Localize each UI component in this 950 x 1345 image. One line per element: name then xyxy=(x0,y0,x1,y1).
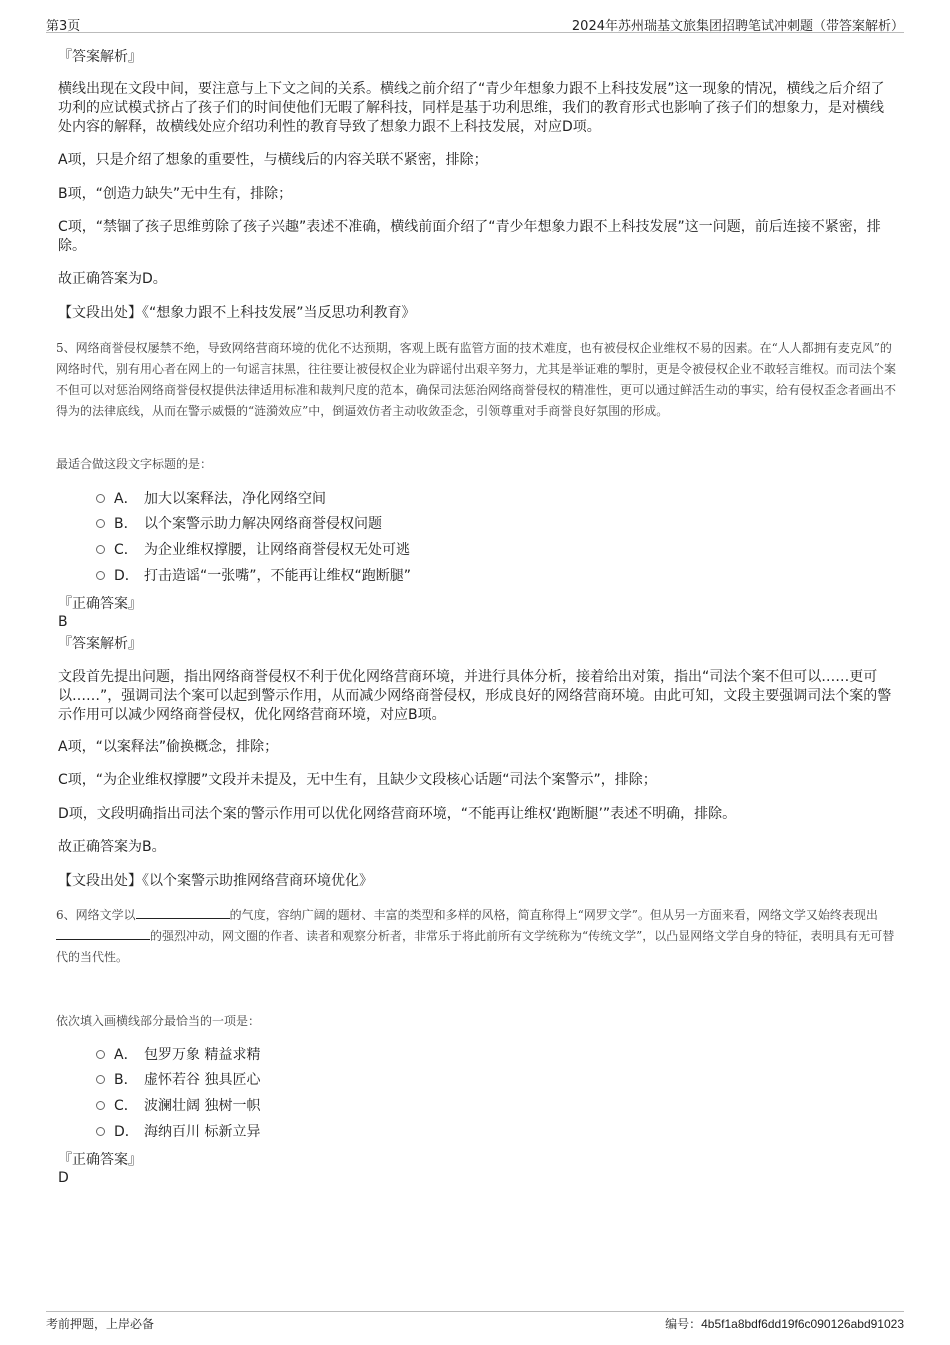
option-letter: A． xyxy=(114,491,138,507)
option-text: 海纳百川 标新立异 xyxy=(144,1124,261,1140)
radio-icon[interactable] xyxy=(96,1127,105,1136)
fill-blank-1 xyxy=(136,906,230,919)
option-text: 打击造谣“一张嘴”，不能再让维权“跑断腿” xyxy=(144,568,412,584)
question-5-option-c[interactable] xyxy=(96,539,410,559)
stem-part: 的气度，容纳广阔的题材、丰富的类型和多样的风格，简直称得上“网罗文学”。但从另一方面来看，网络文学又始终表现出 xyxy=(229,908,878,922)
radio-icon[interactable] xyxy=(96,519,105,528)
analysis-point-a: A项，“以案释法”偷换概念，排除； xyxy=(58,739,279,755)
document-title: 2024年苏州瑞基文旅集团招聘笔试冲刺题（带答案解析） xyxy=(571,19,904,34)
analysis-conclusion: 故正确答案为B。 xyxy=(58,839,166,855)
analysis-point-d: D项，文段明确指出司法个案的警示作用可以优化网络营商环境，“不能再让维权‘跑断腿’”表述不明确，排除。 xyxy=(58,806,737,822)
source-citation: 【文段出处】《以个案警示助推网络营商环境优化》 xyxy=(58,873,373,889)
footer-slogan: 考前押题，上岸必备 xyxy=(46,1317,155,1331)
option-letter: D． xyxy=(114,1124,139,1140)
question-6-option-a[interactable] xyxy=(96,1044,260,1064)
question-6-option-d[interactable] xyxy=(96,1121,260,1141)
source-citation: 【文段出处】《“想象力跟不上科技发展”当反思功利教育》 xyxy=(58,305,416,321)
analysis-label: 『答案解析』 xyxy=(58,49,142,65)
radio-icon[interactable] xyxy=(96,545,105,554)
option-text: 为企业维权撑腰，让网络商誉侵权无处可逃 xyxy=(144,542,410,558)
option-letter: C． xyxy=(114,542,138,558)
analysis-conclusion: 故正确答案为D。 xyxy=(58,271,167,287)
analysis-text: 横线出现在文段中间，要注意与上下文之间的关系。横线之前介绍了“青少年想象力跟不上科技发展”这一现象的情况，横线之后介绍了功利的应试模式挤占了孩子们的时间使他们无暇了解科技，同样是基于功利思维，我们的教育形式也影响了孩子们的想象力，是对横线处内容的解释，故横线处应介绍功利性的教育导致了想象力跟不上科技发展，对应D项。 xyxy=(58,81,885,135)
analysis-point-c: C项，“为企业维权撑腰”文段并未提及，无中生有，且缺少文段核心话题“司法个案警示”，排除； xyxy=(58,772,657,788)
option-text: 加大以案释法，净化网络空间 xyxy=(144,491,326,507)
correct-answer: D xyxy=(58,1170,69,1186)
question-6-prompt: 依次填入画横线部分最恰当的一项是： xyxy=(56,1014,261,1028)
fill-blank-2 xyxy=(56,927,150,940)
option-letter: B． xyxy=(114,516,138,532)
analysis-point-a: A项，只是介绍了想象的重要性，与横线后的内容关联不紧密，排除； xyxy=(58,152,488,168)
question-6-stem xyxy=(56,905,898,968)
option-letter: C． xyxy=(114,1098,138,1114)
document-id: 编号：4b5f1a8bdf6dd19f6c090126abd91023 xyxy=(665,1317,904,1331)
question-6-option-b[interactable] xyxy=(96,1069,260,1089)
footer-divider xyxy=(46,1311,904,1312)
option-letter: A． xyxy=(114,1047,138,1063)
header-divider xyxy=(46,32,904,33)
option-text: 以个案警示助力解决网络商誉侵权问题 xyxy=(144,516,382,532)
question-5-stem: 5、网络商誉侵权屡禁不绝，导致网络营商环境的优化不达预期，客观上既有监管方面的技术难度，也有被侵权企业维权不易的因素。在“人人都拥有麦克风”的网络时代，别有用心者在网上的一句谣言抹黑，往往要让被侵权企业为辟谣付出艰辛努力，尤其是举证难的掣肘，更是令被侵权企业不敢轻言维权。而司法个案不但可以对惩治网络商誉侵权提供法律适用标准和裁判尺度的范本，确保司法惩治网络商誉侵权的精准性，更可以通过鲜活生动的事实，给有侵权歪念者画出不得为的法律底线，从而在警示威慑的“涟漪效应”中，倒逼效仿者主动收敛歪念，引领尊重对手商誉良好氛围的形成。 xyxy=(56,341,897,418)
stem-part: 6、网络文学以 xyxy=(56,908,136,922)
radio-icon[interactable] xyxy=(96,1050,105,1059)
question-5-option-d[interactable] xyxy=(96,565,411,585)
correct-answer-label: 『正确答案』 xyxy=(58,1152,142,1168)
radio-icon[interactable] xyxy=(96,494,105,503)
question-5-prompt: 最适合做这段文字标题的是： xyxy=(56,457,213,471)
analysis-point-b: B项，“创造力缺失”无中生有，排除； xyxy=(58,186,293,202)
option-letter: B． xyxy=(114,1072,138,1088)
correct-answer: B xyxy=(58,614,68,630)
question-6-option-c[interactable] xyxy=(96,1095,260,1115)
page-footer xyxy=(0,1306,950,1345)
option-text: 包罗万象 精益求精 xyxy=(144,1047,261,1063)
page-number: 第3页 xyxy=(46,19,81,34)
page-header xyxy=(0,0,950,34)
analysis-label: 『答案解析』 xyxy=(58,636,142,652)
option-text: 波澜壮阔 独树一帜 xyxy=(144,1098,261,1114)
question-5-option-b[interactable] xyxy=(96,513,382,533)
radio-icon[interactable] xyxy=(96,571,105,580)
analysis-text: 文段首先提出问题，指出网络商誉侵权不利于优化网络营商环境，并进行具体分析，接着给出对策，指出“司法个案不但可以……更可以……”，强调司法个案可以起到警示作用，从而减少网络商誉侵权，形成良好的网络营商环境。由此可知，文段主要强调司法个案的警示作用可以减少网络商誉侵权，优化网络营商环境，对应B项。 xyxy=(58,669,892,723)
radio-icon[interactable] xyxy=(96,1101,105,1110)
analysis-point-c: C项，“禁锢了孩子思维剪除了孩子兴趣”表述不准确，横线前面介绍了“青少年想象力跟不上科技发展”这一问题，前后连接不紧密，排除。 xyxy=(58,219,881,254)
question-5-option-a[interactable] xyxy=(96,488,326,508)
option-letter: D． xyxy=(114,568,139,584)
option-text: 虚怀若谷 独具匠心 xyxy=(144,1072,261,1088)
correct-answer-label: 『正确答案』 xyxy=(58,596,142,612)
stem-part: 的强烈冲动，网文圈的作者、读者和观察分析者，非常乐于将此前所有文学统称为“传统文学”，以凸显网络文学自身的特征，表明具有无可替代的当代性。 xyxy=(56,929,895,964)
radio-icon[interactable] xyxy=(96,1075,105,1084)
